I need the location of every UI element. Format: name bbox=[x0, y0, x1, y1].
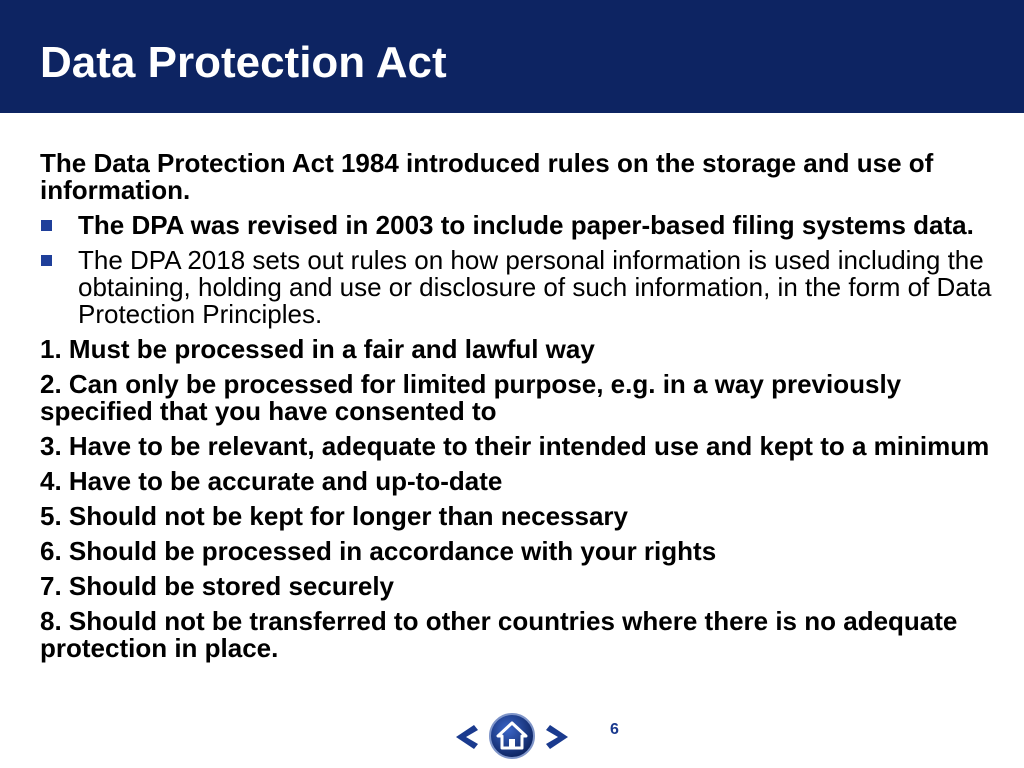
bullet-text: The DPA was revised in 2003 to include paper-based filing systems data. bbox=[78, 210, 974, 240]
previous-slide-button[interactable] bbox=[452, 722, 482, 752]
slide-title: Data Protection Act bbox=[40, 38, 447, 87]
title-bar bbox=[0, 0, 1024, 113]
intro-paragraph: The Data Protection Act 1984 introduced rules on the storage and use of information. bbox=[40, 148, 934, 205]
chevron-left-icon bbox=[452, 722, 482, 752]
principle-item: 3. Have to be relevant, adequate to their intended use and kept to a minimum bbox=[40, 431, 990, 461]
bullet-item bbox=[40, 212, 1000, 239]
square-bullet-icon bbox=[41, 255, 52, 266]
square-bullet-icon bbox=[41, 220, 52, 231]
bullet-item bbox=[40, 247, 1000, 328]
principle-item: 6. Should be processed in accordance with your rights bbox=[40, 536, 717, 566]
principle-item: 7. Should be stored securely bbox=[40, 571, 394, 601]
home-button[interactable] bbox=[488, 712, 536, 760]
next-slide-button[interactable] bbox=[542, 722, 572, 752]
principle-item: 5. Should not be kept for longer than necessary bbox=[40, 501, 628, 531]
principle-item: 2. Can only be processed for limited purpose, e.g. in a way previously specified that you have consented to bbox=[40, 369, 902, 426]
principle-item: 8. Should not be transferred to other countries where there is no adequate protection in place. bbox=[40, 606, 958, 663]
bullet-text: The DPA 2018 sets out rules on how personal information is used including the obtaining, holding and use or disclosure of such information, in the form of Data Protection Principles. bbox=[78, 245, 992, 329]
slide-body bbox=[40, 150, 1000, 670]
home-icon bbox=[488, 712, 536, 760]
page-number: 6 bbox=[610, 721, 619, 738]
principle-item: 1. Must be processed in a fair and lawful way bbox=[40, 334, 595, 364]
principle-item: 4. Have to be accurate and up-to-date bbox=[40, 466, 503, 496]
slide-navigation bbox=[450, 712, 580, 760]
chevron-right-icon bbox=[542, 722, 572, 752]
